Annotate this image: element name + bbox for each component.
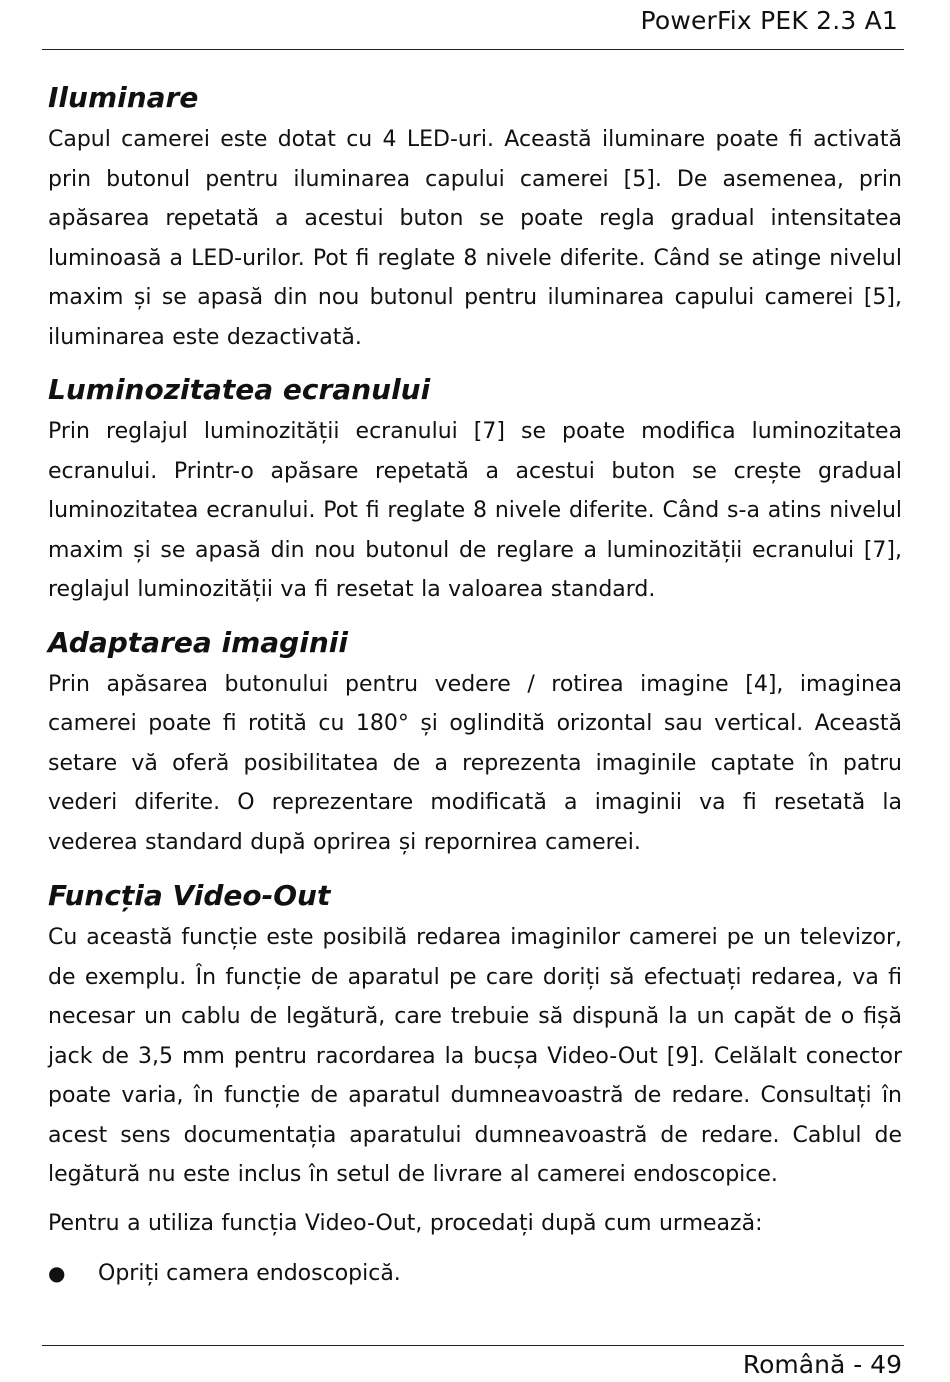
section-adaptarea-imaginii (48, 621, 902, 863)
section-heading: Funcția Video-Out (48, 879, 331, 912)
page-content (48, 76, 902, 1294)
section-functia-video-out (48, 874, 902, 1294)
section-paragraph: Pentru a utiliza funcția Video-Out, procedați după cum urmează: (48, 1210, 763, 1236)
section-heading: Iluminare (48, 81, 199, 114)
section-luminozitatea-ecranului (48, 368, 902, 610)
page-footer-number: Română - 49 (742, 1350, 902, 1379)
section-paragraph: Prin apăsarea butonului pentru vedere / rotirea imagine [4], imaginea camerei poate fi rotită cu 180° și oglindită orizontal sau vertical. Această setare vă oferă posibilitatea de a reprezenta imaginile captate în patru vederi diferite. O reprezentare modificată a imaginii va fi resetată la vederea standard după oprirea și repornirea camerei. (48, 671, 902, 855)
bullet-dot-icon: ● (48, 1261, 66, 1285)
header-divider (42, 49, 904, 50)
bullet-item (48, 1254, 902, 1294)
section-paragraph: Prin reglajul luminozității ecranului [7] se poate modifica luminozitatea ecranului. Printr-o apăsare repetată a acestui buton se crește gradual luminozitatea ecranului. Pot fi reglate 8 nivele diferite. Când s-a atins nivelul maxim și se apasă din nou butonul de reglare a luminozității ecranului [7], reglajul luminozității va fi resetat la valoarea standard. (48, 419, 902, 602)
section-paragraph: Cu această funcție este posibilă redarea imaginilor camerei pe un televizor, de exemplu. În funcție de aparatul pe care doriți să efectuați redarea, va fi necesar un cablu de legătură, care trebuie să dispună la un capăt de o fișă jack de 3,5 mm pentru racordarea la bucșa Video-Out [9]. Celălalt conector poate varia, în funcție de aparatul dumneavoastră de redare. Consultați în acest sens documentația aparatului dumneavoastră de redare. Cablul de legătură nu este inclus în setul de livrare al camerei endoscopice. (48, 925, 902, 1187)
section-paragraph: Capul camerei este dotat cu 4 LED-uri. Această iluminare poate fi activată prin butonul pentru iluminarea capului camerei [5]. De asemenea, prin apăsarea repetată a acestui buton se poate regla gradual intensitatea luminoasă a LED-urilor. Pot fi reglate 8 nivele diferite. Când se atinge nivelul maxim și se apasă din nou butonul pentru iluminarea capului camerei [5], iluminarea este dezactivată. (48, 127, 902, 350)
section-heading: Adaptarea imaginii (48, 625, 348, 659)
section-heading: Luminozitatea ecranului (48, 373, 431, 406)
page-header-title: PowerFix PEK 2.3 A1 (640, 6, 898, 35)
footer-divider (42, 1345, 904, 1346)
section-iluminare (48, 76, 902, 357)
bullet-text: Opriți camera endoscopică. (98, 1261, 401, 1286)
